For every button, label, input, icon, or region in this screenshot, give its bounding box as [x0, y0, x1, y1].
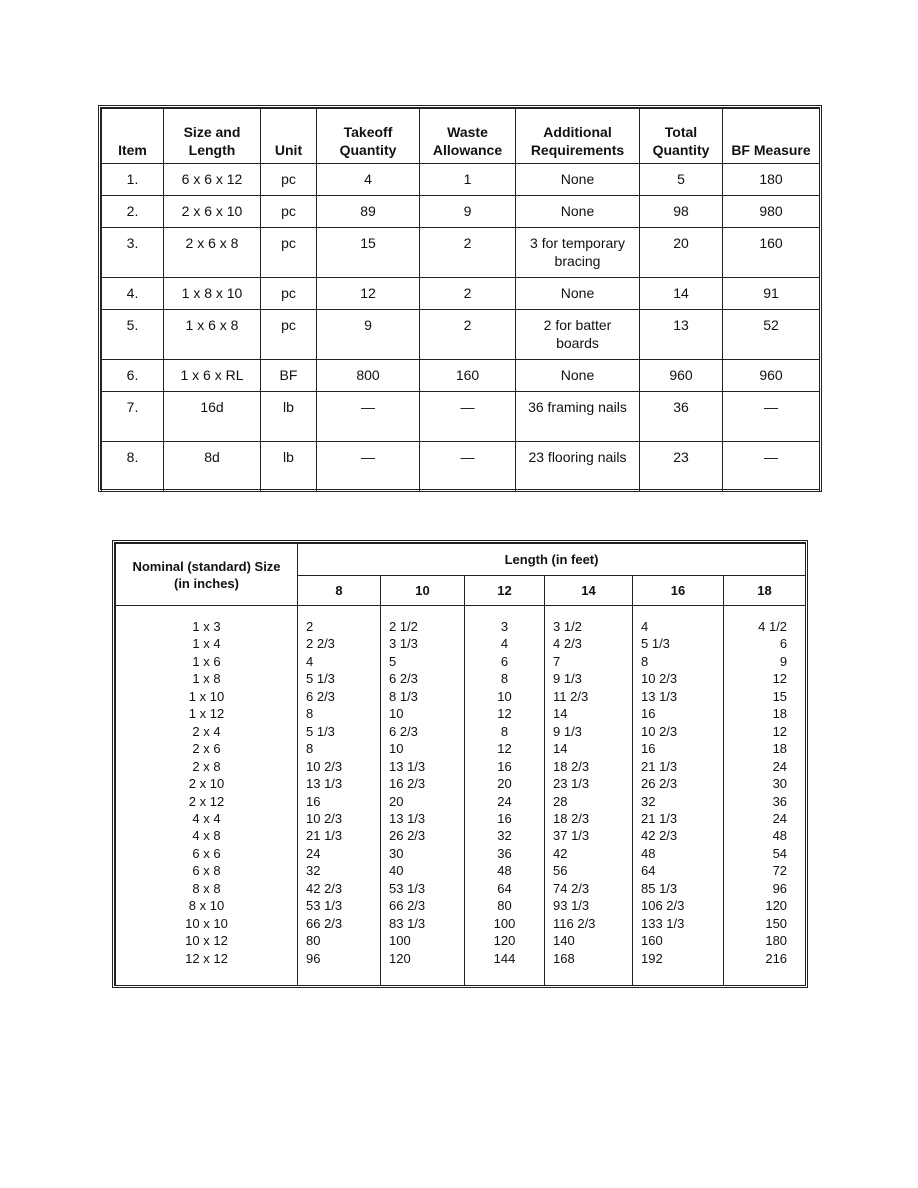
size-value: 8 x 8 [192, 880, 221, 896]
board-feet-value: 48 [497, 863, 512, 879]
board-feet-value: 40 [389, 863, 404, 879]
estimate-table [98, 105, 822, 492]
board-feet-value: 96 [306, 950, 321, 966]
board-feet-value: 26 2/3 [641, 776, 678, 792]
estimate-row [102, 196, 820, 228]
board-feet-value: 3 1/2 [553, 619, 582, 634]
length-column-18 [724, 606, 806, 986]
total-cell: 23 [640, 442, 723, 492]
header-unit: Unit [261, 109, 317, 164]
board-feet-value: 66 2/3 [306, 915, 343, 931]
board-feet-value: 16 [497, 810, 512, 826]
board-feet-value: 4 [641, 619, 649, 634]
size-value: 2 x 8 [192, 758, 221, 774]
takeoff-cell: 12 [317, 278, 420, 310]
board-feet-value: 13 1/3 [306, 776, 343, 792]
unit-cell: pc [261, 310, 317, 360]
bf-cell: 91 [723, 278, 820, 310]
board-feet-value: 133 1/3 [641, 915, 685, 931]
waste-cell: 2 [420, 228, 516, 278]
board-feet-value: 2 2/3 [306, 636, 335, 652]
header-waste: Waste Allowance [420, 109, 516, 164]
board-feet-value: 21 1/3 [641, 758, 678, 774]
size-value: 2 x 6 [192, 741, 221, 757]
size-column [116, 606, 298, 986]
size-value: 2 x 12 [188, 793, 225, 809]
estimate-header-row [102, 109, 820, 164]
bf-cell: 960 [723, 360, 820, 392]
takeoff-cell: 4 [317, 164, 420, 196]
header-total: Total Quantity [640, 109, 723, 164]
board-feet-value: 10 2/3 [641, 671, 678, 687]
size-value: 1 x 4 [192, 636, 221, 652]
board-feet-value: 66 2/3 [389, 898, 426, 914]
board-feet-table [112, 540, 808, 988]
size-value: 12 x 12 [185, 950, 228, 966]
additional-cell: None [516, 196, 640, 228]
total-cell: 5 [640, 164, 723, 196]
size-value: 4 x 4 [192, 810, 221, 826]
board-feet-value: 10 2/3 [306, 758, 343, 774]
additional-cell: 3 for temporary bracing [516, 228, 640, 278]
board-feet-value: 4 1/2 [758, 619, 788, 634]
size-value: 10 x 10 [185, 915, 228, 931]
board-feet-value: 120 [493, 933, 516, 949]
bf-cell: — [723, 442, 820, 492]
board-feet-value: 100 [493, 915, 516, 931]
board-feet-value: 6 [500, 653, 509, 669]
board-feet-value: 20 [497, 776, 512, 792]
item-cell: 5. [102, 310, 164, 360]
header-bf: BF Measure [723, 109, 820, 164]
length-header-18: 18 [724, 576, 806, 606]
board-feet-value: 16 [497, 758, 512, 774]
additional-cell: None [516, 164, 640, 196]
board-feet-value: 24 [772, 810, 788, 826]
board-feet-value: 18 [772, 741, 788, 757]
header-item: Item [102, 109, 164, 164]
estimate-row [102, 392, 820, 442]
board-feet-value: 192 [641, 950, 663, 966]
board-feet-value: 36 [772, 793, 788, 809]
board-feet-value: 9 [779, 653, 788, 669]
board-feet-value: 9 1/3 [553, 723, 582, 739]
board-feet-value: 28 [553, 793, 568, 809]
header-length: Length (in feet) [298, 544, 806, 576]
unit-cell: lb [261, 392, 317, 442]
board-feet-value: 168 [553, 950, 575, 966]
unit-cell: lb [261, 442, 317, 492]
board-feet-value: 116 2/3 [553, 915, 596, 931]
board-feet-value: 12 [772, 723, 788, 739]
board-feet-value: 96 [772, 880, 788, 896]
board-feet-value: 120 [765, 898, 788, 914]
board-feet-value: 13 1/3 [641, 688, 678, 704]
length-column-12 [465, 606, 545, 986]
board-feet-value: 9 1/3 [553, 671, 582, 687]
board-feet-value: 150 [765, 915, 788, 931]
size-value: 1 x 12 [188, 706, 225, 722]
header-takeoff: Takeoff Quantity [317, 109, 420, 164]
waste-cell: — [420, 392, 516, 442]
item-cell: 2. [102, 196, 164, 228]
size-value: 1 x 3 [192, 619, 221, 634]
total-cell: 20 [640, 228, 723, 278]
board-feet-value: 160 [641, 933, 663, 949]
board-feet-value: 42 2/3 [641, 828, 678, 844]
additional-cell: None [516, 360, 640, 392]
board-feet-value: 6 2/3 [306, 688, 335, 704]
header-nominal-size: Nominal (standard) Size (in inches) [116, 544, 298, 606]
item-cell: 1. [102, 164, 164, 196]
board-feet-value: 14 [553, 741, 568, 757]
bf-cell: 180 [723, 164, 820, 196]
board-feet-value: 11 2/3 [553, 688, 589, 704]
size-value: 1 x 6 [192, 653, 221, 669]
board-feet-value: 16 2/3 [389, 776, 426, 792]
board-feet-value: 10 [389, 741, 404, 757]
board-feet-value: 8 [641, 653, 649, 669]
board-feet-value: 13 1/3 [389, 758, 426, 774]
length-header-14: 14 [545, 576, 633, 606]
takeoff-cell: — [317, 442, 420, 492]
board-feet-value: 32 [641, 793, 656, 809]
waste-cell: 2 [420, 310, 516, 360]
board-feet-value: 48 [772, 828, 788, 844]
board-feet-value: 30 [772, 776, 788, 792]
board-feet-value: 100 [389, 933, 411, 949]
unit-cell: pc [261, 196, 317, 228]
board-feet-value: 3 1/3 [389, 636, 418, 652]
estimate-row [102, 360, 820, 392]
board-feet-value: 56 [553, 863, 568, 879]
header-size-length: Size and Length [164, 109, 261, 164]
item-cell: 4. [102, 278, 164, 310]
board-feet-value: 4 2/3 [553, 636, 582, 652]
board-feet-value: 21 1/3 [306, 828, 343, 844]
board-feet-value: 10 [389, 706, 404, 722]
unit-cell: pc [261, 164, 317, 196]
waste-cell: 9 [420, 196, 516, 228]
board-feet-value: 120 [389, 950, 411, 966]
length-header-10: 10 [381, 576, 465, 606]
takeoff-cell: 800 [317, 360, 420, 392]
size-cell: 1 x 6 x RL [164, 360, 261, 392]
board-feet-value: 80 [306, 933, 321, 949]
item-cell: 3. [102, 228, 164, 278]
board-feet-value: 3 [500, 619, 509, 634]
length-header-8: 8 [298, 576, 381, 606]
size-value: 8 x 10 [188, 898, 225, 914]
board-feet-value: 8 [500, 671, 509, 687]
board-feet-value: 12 [497, 706, 512, 722]
estimate-row [102, 164, 820, 196]
board-feet-value: 140 [553, 933, 575, 949]
unit-cell: BF [261, 360, 317, 392]
board-feet-value: 10 [497, 688, 512, 704]
board-feet-value: 93 1/3 [553, 898, 590, 914]
size-value: 4 x 8 [192, 828, 221, 844]
board-feet-value: 14 [553, 706, 568, 722]
board-feet-value: 80 [497, 898, 512, 914]
board-feet-value: 48 [641, 845, 656, 861]
size-value: 1 x 10 [188, 688, 225, 704]
total-cell: 36 [640, 392, 723, 442]
board-feet-value: 72 [772, 863, 788, 879]
board-feet-value: 24 [497, 793, 512, 809]
board-feet-value: 4 [500, 636, 509, 652]
board-feet-value: 24 [772, 758, 788, 774]
board-feet-value: 6 2/3 [389, 671, 418, 687]
additional-cell: None [516, 278, 640, 310]
board-feet-value: 10 2/3 [641, 723, 678, 739]
size-value: 2 x 4 [192, 723, 221, 739]
header-additional: Additional Requirements [516, 109, 640, 164]
item-cell: 7. [102, 392, 164, 442]
waste-cell: 2 [420, 278, 516, 310]
board-feet-value: 13 1/3 [389, 810, 426, 826]
board-feet-value: 5 1/3 [641, 636, 670, 652]
board-feet-value: 37 1/3 [553, 828, 590, 844]
board-feet-value: 106 2/3 [641, 898, 685, 914]
size-value: 1 x 8 [192, 671, 221, 687]
size-cell: 2 x 6 x 10 [164, 196, 261, 228]
board-feet-value: 16 [641, 706, 656, 722]
takeoff-cell: 9 [317, 310, 420, 360]
board-feet-value: 26 2/3 [389, 828, 426, 844]
board-feet-value: 5 1/3 [306, 671, 335, 687]
board-feet-value: 53 1/3 [306, 898, 343, 914]
size-value: 6 x 6 [192, 845, 221, 861]
estimate-row [102, 228, 820, 278]
bf-cell: — [723, 392, 820, 442]
board-feet-value: 10 2/3 [306, 810, 343, 826]
board-feet-value: 74 2/3 [553, 880, 590, 896]
board-feet-value: 16 [306, 793, 321, 809]
board-feet-value: 18 2/3 [553, 810, 590, 826]
board-feet-value: 5 [389, 653, 397, 669]
item-cell: 6. [102, 360, 164, 392]
board-feet-value: 7 [553, 653, 561, 669]
board-feet-value: 18 [772, 706, 788, 722]
board-feet-value: 42 [553, 845, 568, 861]
estimate-row [102, 442, 820, 492]
board-feet-value: 5 1/3 [306, 723, 335, 739]
board-feet-value: 21 1/3 [641, 810, 678, 826]
board-feet-value: 216 [765, 950, 788, 966]
board-feet-value: 180 [765, 933, 788, 949]
board-feet-value: 85 1/3 [641, 880, 678, 896]
estimate-row [102, 278, 820, 310]
board-feet-value: 12 [497, 741, 512, 757]
waste-cell: — [420, 442, 516, 492]
board-feet-value: 36 [497, 845, 512, 861]
board-feet-value: 20 [389, 793, 404, 809]
board-feet-value: 23 1/3 [553, 776, 590, 792]
waste-cell: 160 [420, 360, 516, 392]
size-cell: 6 x 6 x 12 [164, 164, 261, 196]
additional-cell: 36 framing nails [516, 392, 640, 442]
board-feet-value: 12 [772, 671, 788, 687]
waste-cell: 1 [420, 164, 516, 196]
board-feet-value: 32 [306, 863, 321, 879]
board-feet-value: 53 1/3 [389, 880, 426, 896]
board-feet-value: 24 [306, 845, 321, 861]
size-cell: 2 x 6 x 8 [164, 228, 261, 278]
board-feet-value: 6 [779, 636, 788, 652]
board-feet-value: 4 [306, 653, 314, 669]
length-column-8 [298, 606, 381, 986]
bf-cell: 52 [723, 310, 820, 360]
size-cell: 8d [164, 442, 261, 492]
total-cell: 98 [640, 196, 723, 228]
board-feet-value: 8 1/3 [389, 688, 418, 704]
size-cell: 16d [164, 392, 261, 442]
size-cell: 1 x 8 x 10 [164, 278, 261, 310]
board-feet-value: 8 [306, 706, 314, 722]
board-feet-value: 144 [493, 950, 516, 966]
board-feet-value: 6 2/3 [389, 723, 418, 739]
size-value: 2 x 10 [188, 776, 225, 792]
length-header-12: 12 [465, 576, 545, 606]
total-cell: 14 [640, 278, 723, 310]
length-header-16: 16 [633, 576, 724, 606]
bf-cell: 980 [723, 196, 820, 228]
board-feet-value: 30 [389, 845, 404, 861]
takeoff-cell: — [317, 392, 420, 442]
board-feet-value: 15 [772, 688, 788, 704]
board-feet-value: 2 1/2 [389, 619, 418, 634]
board-feet-value: 2 [306, 619, 314, 634]
size-cell: 1 x 6 x 8 [164, 310, 261, 360]
length-column-14 [545, 606, 633, 986]
takeoff-cell: 89 [317, 196, 420, 228]
unit-cell: pc [261, 228, 317, 278]
board-feet-value: 8 [306, 741, 314, 757]
board-feet-value: 64 [497, 880, 512, 896]
bf-cell: 160 [723, 228, 820, 278]
additional-cell: 2 for batter boards [516, 310, 640, 360]
size-value: 10 x 12 [185, 933, 228, 949]
board-feet-value: 54 [772, 845, 788, 861]
estimate-row [102, 310, 820, 360]
board-feet-value: 83 1/3 [389, 915, 426, 931]
length-column-10 [381, 606, 465, 986]
board-feet-value: 64 [641, 863, 656, 879]
size-value: 6 x 8 [192, 863, 221, 879]
unit-cell: pc [261, 278, 317, 310]
board-feet-value: 42 2/3 [306, 880, 343, 896]
board-feet-value: 32 [497, 828, 512, 844]
total-cell: 13 [640, 310, 723, 360]
length-column-16 [633, 606, 724, 986]
board-feet-value: 8 [500, 723, 509, 739]
total-cell: 960 [640, 360, 723, 392]
takeoff-cell: 15 [317, 228, 420, 278]
additional-cell: 23 flooring nails [516, 442, 640, 492]
item-cell: 8. [102, 442, 164, 492]
board-feet-value: 16 [641, 741, 656, 757]
board-feet-value: 18 2/3 [553, 758, 590, 774]
